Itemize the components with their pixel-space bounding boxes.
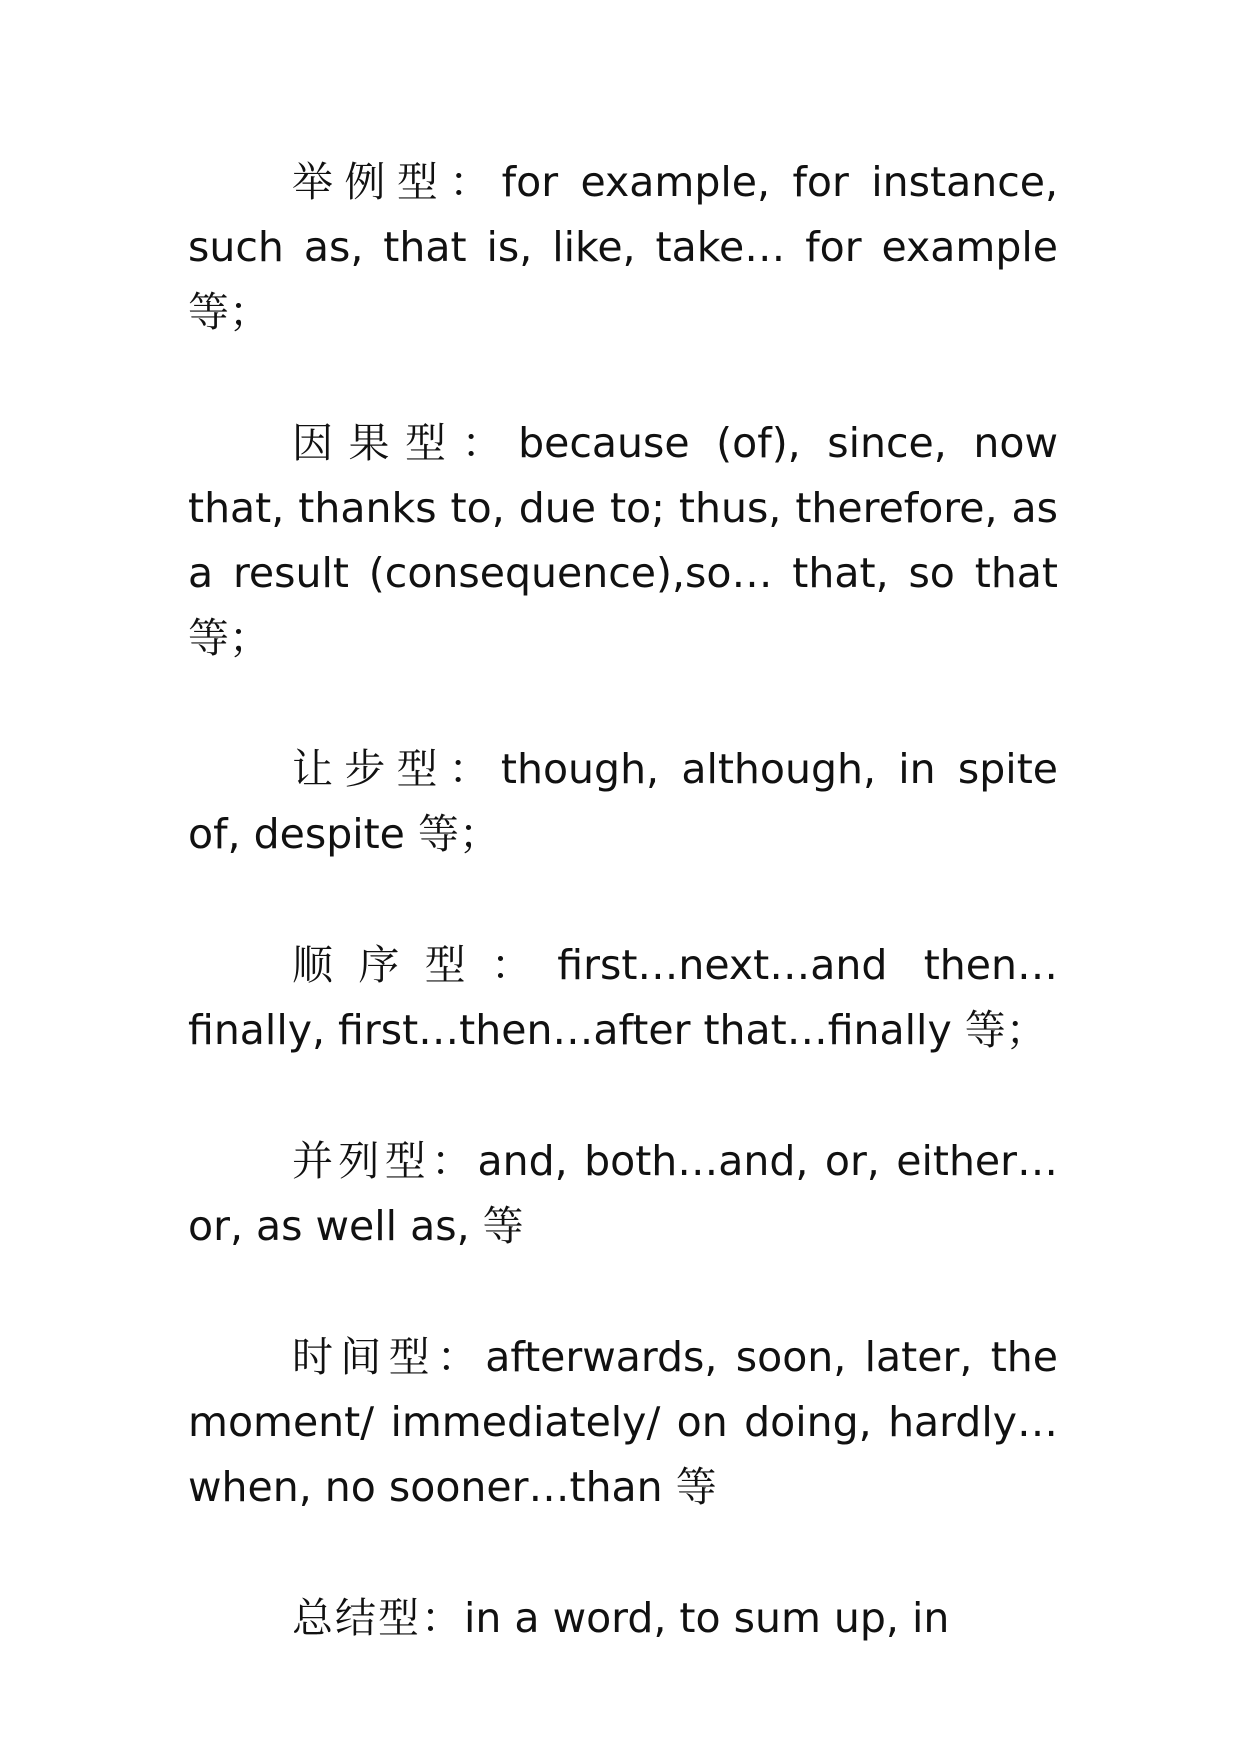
paragraph-text: for example, for instance, such as, that is, like, take… for example 等；	[188, 158, 1058, 336]
category-label: 让步型：	[292, 745, 501, 793]
paragraph-concession-type	[188, 737, 1058, 867]
paragraph-text: in a word, to sum up, in	[464, 1594, 950, 1642]
category-label: 顺序型：	[292, 941, 558, 989]
paragraph-text: because (of), since, now that, thanks to, due to; thus, therefore, as a result (consequence),so… that, so that 等；	[188, 419, 1058, 662]
category-label: 时间型：	[292, 1333, 486, 1381]
paragraph-sequence-type	[188, 933, 1058, 1063]
paragraph-summary-type	[188, 1586, 1058, 1651]
category-label: 因果型：	[292, 419, 519, 467]
paragraph-parallel-type	[188, 1129, 1058, 1259]
paragraph-text: and, both…and, or, either…or, as well as, 等	[188, 1137, 1059, 1250]
category-label: 并列型：	[292, 1137, 478, 1185]
paragraph-example-type	[188, 150, 1058, 345]
paragraph-text: first…next…and then…finally, first…then…after that…finally 等；	[188, 941, 1059, 1054]
paragraph-cause-effect-type	[188, 411, 1058, 671]
category-label: 举例型：	[292, 158, 502, 206]
paragraph-text: though, although, in spite of, despite 等；	[188, 745, 1058, 858]
paragraph-text: afterwards, soon, later, the moment/ immediately/ on doing, hardly…when, no sooner…than 等	[188, 1333, 1059, 1511]
category-label: 总结型：	[292, 1594, 464, 1642]
document-body	[188, 150, 1058, 1651]
paragraph-time-type	[188, 1325, 1058, 1520]
